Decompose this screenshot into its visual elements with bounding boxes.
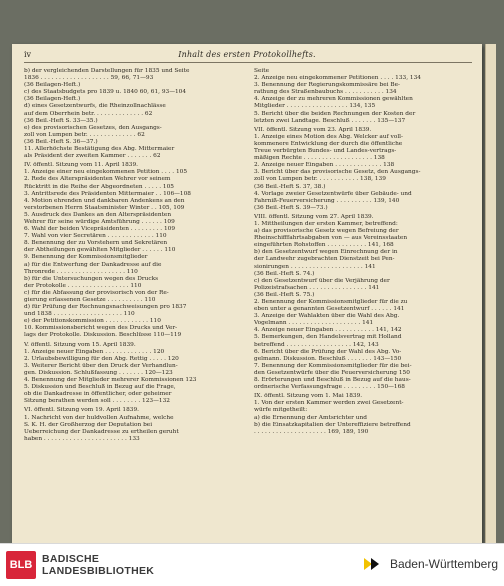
- toc-line: a) das provisorische Gesetz wegen Befreiung der: [254, 228, 399, 235]
- toc-line: gelmann. Diskussion. Beschluß . . . . . . . 143—150: [254, 355, 402, 362]
- toc-line: Rheinschifffahrtsabgaben von — aus Vereinsstaaten: [254, 235, 408, 242]
- toc-line: haben . . . . . . . . . . . . . . . . . . . . . . . 133: [24, 435, 140, 442]
- toc-line: 1. Anzeige einer neu eingekommenen Petition . . . . 105: [24, 169, 188, 176]
- toc-line: 4. Anzeige der zu mehreren Kommissionen gewählten: [254, 96, 413, 103]
- toc-line: als Präsident der zweiten Kammer . . . . . . . 62: [24, 153, 161, 160]
- toc-line: d) für Prüfung der Rechnungsnachweisungen pro 1837: [24, 304, 187, 311]
- toc-line: . . . . . . . . . . . . . . . . . . . . 169, 189, 190: [254, 428, 369, 435]
- toc-line: 4. Benennung der Mitglieder mehrerer Kommissionen 123: [24, 377, 197, 384]
- library-name-line1: BADISCHE: [42, 553, 100, 565]
- toc-line: rathung des Straßenbaubuchs . . . . . . . . . . . 134: [254, 89, 397, 96]
- toc-line: eben unter a genannten Gesetzentwurf . . . . . . 141: [254, 306, 405, 313]
- toc-line: d) eines Gesetzentwurfs, die Rheinzollnachlässe: [24, 103, 166, 110]
- toc-line: c) für die Abfassung der provisorisch von der Re-: [24, 289, 169, 296]
- blb-logo[interactable]: BLB: [6, 551, 36, 579]
- toc-line: Wehrer für seine würdige Amtsführung . . . . . . 109: [24, 218, 175, 225]
- toc-line: Vogelmann . . . . . . . . . . . . . . . . . . . . 141: [254, 320, 374, 327]
- toc-line: zoll von Lumpen betr. . . . . . . . . . . . . . 62: [24, 131, 145, 138]
- toc-line: Thronrede . . . . . . . . . . . . . . . . . . . 110: [24, 268, 138, 275]
- toc-line: b) die Einsatzkapitalien der Untereffiziere betreffend: [254, 421, 411, 428]
- library-name: [42, 553, 154, 577]
- left-column: [24, 68, 242, 536]
- toc-line: Polizeistrafsachen . . . . . . . . . . . . . . . . 141: [254, 284, 380, 291]
- toc-line: 4. Motion ehrenden und dankbaren Andenkens an den: [24, 197, 185, 204]
- toc-line: der Protokolle . . . . . . . . . . . . . . . . . 110: [24, 282, 142, 289]
- toc-line: lags der Protokolle. Diskussion. Beschlüsse 110—119: [24, 332, 182, 339]
- toc-line: ordnerische Verfassungsfrage . . . . . . . . . 150—168: [254, 384, 405, 391]
- toc-line: Treue verbürgten Bundes- und Landes-vertrags-: [254, 148, 397, 155]
- toc-line: eingeführten Rohstoffen . . . . . . . . . . . 141, 168: [254, 242, 394, 249]
- toc-line: S. K. H. der Großherzog der Deputation bei: [24, 421, 153, 428]
- toc-line: (36 Beil.-Heft S. 75.): [254, 291, 315, 298]
- toc-line: 5. Bemerkungen, den Handelsvertrag mit Holland: [254, 334, 402, 341]
- bw-logo-text: Baden-Württemberg: [389, 557, 498, 571]
- toc-line: 1. Von der ersten Kammer werden zwei Gesetzent-: [254, 400, 404, 407]
- toc-line: ob die Dankadresse in öffentlicher, oder geheimer: [24, 391, 172, 398]
- toc-line: 2. Urlaubsbewilligung für den Abg. Rettig . . . . . 120: [24, 355, 179, 362]
- section-heading: VI. öffentl. Sitzung vom 19. April 1839.: [24, 407, 140, 414]
- toc-line: 3. Bericht über das provisorische Gesetz, den Ausgangs-: [254, 169, 421, 176]
- toc-line: a) die Ernennung der Amtsrichter und: [254, 414, 367, 421]
- right-column: [254, 68, 472, 536]
- toc-line: 3. Anzeige der Wahlakten über die Wahl des Abg.: [254, 313, 400, 320]
- toc-line: b) für die Untersuchungen wegen des Drucks: [24, 275, 159, 282]
- toc-line: 1. Nachricht von der huldvollen Aufnahme, welche: [24, 414, 174, 421]
- toc-line: zoll von Lumpen betr. . . . . . . . . . . . 138, 139: [254, 176, 386, 183]
- toc-line: 10. Kommissionsbericht wegen des Drucks und Ver-: [24, 325, 178, 332]
- footer-bar: [0, 543, 504, 586]
- toc-line: gierung erlassenen Gesetze . . . . . . . . . . 110: [24, 297, 156, 303]
- toc-line: 2. Anzeige neu eingekommener Petitionen . . . . 133, 134: [254, 75, 421, 82]
- toc-line: 2. Rede des Alterspräsidenten Wehrer vor seinem: [24, 176, 171, 183]
- toc-line: 2. Benennung der Kommissionsmitglieder für die zu: [254, 299, 408, 305]
- toc-line: 4. Vorlage zweier Gesetzentwürfe über Gebäude- und: [254, 190, 412, 197]
- toc-line: (36 Beil.-Heft S. 74.): [254, 270, 315, 277]
- toc-line: b) der vergleichenden Darstellungen für 1835 und Seite: [24, 68, 190, 74]
- toc-line: 5. Ausdruck des Dankes an den Alterspräsidenten: [24, 211, 172, 218]
- toc-line: 5. Bericht über die beiden Rechnungen der Kosten der: [254, 110, 416, 117]
- toc-line: würfe mitgetheilt:: [254, 407, 308, 414]
- toc-line: (36 Beilagen-Heft.): [24, 82, 81, 89]
- section-heading: V. öffentl. Sitzung vom 15. April 1839.: [24, 341, 136, 348]
- toc-line: Ueberreichung der Dankadresse zu ertheilen geruht: [24, 428, 179, 435]
- toc-line: gen. Diskussion. Schlußfassung . . . . . . . 120—123: [24, 369, 173, 376]
- toc-line: 6. Bericht über die Prüfung der Wahl des Abg. Vo-: [254, 348, 402, 355]
- section-heading: VII. öffentl. Sitzung vom 23. April 1839.: [254, 126, 372, 133]
- toc-line: Rücktritt in die Reihe der Abgeordneten . . . . . 105: [24, 183, 174, 190]
- toc-line: e) der Petitionskommission . . . . . . . . . . . . 110: [24, 318, 161, 325]
- toc-line: c) des Staatsbudgets pro 1839 u. 1840 60, 61, 93—104: [24, 89, 187, 96]
- toc-line: auf dem Oberrhein betr. . . . . . . . . . . . . . 62: [24, 110, 153, 117]
- page-edge: [485, 44, 496, 544]
- toc-line: 7. Benennung der Kommissionsmitglieder für die bei-: [254, 362, 412, 369]
- page-number: iv: [24, 50, 32, 59]
- toc-line: c) den Gesetzentwurf über die Verjährung der: [254, 277, 390, 284]
- toc-line: Mitglieder . . . . . . . . . . . . . . . . . 134, 135: [254, 103, 376, 110]
- toc-line: 9. Benennung der Kommissionsmitglieder: [24, 254, 148, 261]
- toc-line: letzten zwei Landtage. Beschluß . . . . . . . 135—137: [254, 117, 406, 124]
- toc-line: 2. Anzeige neuer Eingaben . . . . . . . . . . . . . 138: [254, 162, 395, 169]
- toc-line: 5. Diskussion und Beschluß in Bezug auf die Frage,: [24, 384, 176, 391]
- toc-line: sionirungen . . . . . . . . . . . . . . . . . . . . 141: [254, 263, 376, 270]
- toc-line: (36 Beilagen-Heft.): [24, 96, 81, 103]
- toc-line: (36 Beil.-Heft S. 39—73.): [254, 204, 328, 211]
- bw-arrows-icon: [364, 556, 386, 572]
- toc-line: a) für die Entwerfung der Dankadresse auf die: [24, 261, 162, 268]
- toc-line: der Abtheilungen gewählten Mitglieder . . . . . . 110: [24, 247, 176, 254]
- library-name-line2: LANDESBIBLIOTHEK: [42, 565, 155, 577]
- toc-line: 11. Allerhöchste Bestätigung des Abg. Mittermaier: [24, 146, 175, 153]
- toc-line: 4. Anzeige neuer Eingaben . . . . . . . . . . . 141, 142: [254, 327, 402, 334]
- toc-line: 3. Antrittsrede des Präsidenten Mittermaier . . 106—108: [24, 190, 191, 197]
- section-heading: IV. öffentl. Sitzung vom 11. April 1839.: [24, 162, 138, 169]
- running-title: Inhalt des ersten Protokollhefts.: [178, 50, 316, 59]
- toc-line: 6. Wahl der beiden Vicepräsidenten . . . . . . . . . 109: [24, 226, 176, 233]
- scanned-page: [12, 44, 482, 544]
- header-rule: [24, 62, 472, 63]
- section-heading: IX. öffentl. Sitzung vom 1. Mai 1839.: [254, 393, 363, 400]
- toc-line: 3. Weiterer Bericht über den Druck der Verhandlun-: [24, 362, 178, 369]
- toc-line: 8. Benennung der zu Vorstehern und Sekretären: [24, 240, 168, 247]
- toc-line: b) den Gesetzentwurf wegen Einrechnung der in: [254, 249, 398, 256]
- toc-line: e) des provisorischen Gesetzes, den Ausgangs-: [24, 124, 162, 131]
- toc-line: den Gesetzentwürfe über die Feuerversicherung 150: [254, 369, 410, 376]
- toc-line: (36 Beil.-Heft S. 33—35.): [24, 117, 98, 124]
- toc-line: (36 Beil.-Heft S. 36—37.): [24, 138, 98, 145]
- toc-line: 1. Anzeige neuer Eingaben . . . . . . . . . . . . . 120: [24, 348, 165, 355]
- toc-line: verstorbenen Herrn Staatsminister Winter . . 105, 109: [24, 204, 185, 211]
- toc-line: 1. Mittheilungen der ersten Kammer, betreffend:: [254, 220, 398, 227]
- toc-line: mäßigen Rechte . . . . . . . . . . . . . . . . . . . 138: [254, 155, 385, 162]
- toc-line: und 1838 . . . . . . . . . . . . . . . . . . . 110: [24, 311, 135, 318]
- toc-line: Sitzung berathen werden soll . . . . . . . . 123—132: [24, 398, 170, 405]
- section-heading: VIII. öffentl. Sitzung vom 27. April 1839.: [254, 213, 374, 220]
- baden-wuerttemberg-logo[interactable]: [364, 556, 498, 572]
- toc-line: 3. Benennung der Regierungskommissäre bei Be-: [254, 82, 400, 89]
- toc-line: Seite: [254, 68, 270, 74]
- toc-line: 7. Wahl von vier Secretären . . . . . . . . . . . . . 110: [24, 233, 167, 240]
- toc-line: kommenere Entwicklung der durch die öffentliche: [254, 140, 403, 147]
- toc-line: 8. Erörterungen und Beschluß in Bezug auf die haus-: [254, 377, 411, 384]
- toc-line: Fahrniß-Feuerversicherung . . . . . . . . . . 139, 140: [254, 197, 400, 204]
- toc-line: der Landwehr zugebrachten Dienstzeit bei Pen-: [254, 256, 395, 263]
- toc-line: (36 Beil.-Heft S. 37, 38.): [254, 183, 326, 190]
- toc-line: 1. Anzeige eines Motion des Abg. Welcker auf voll-: [254, 133, 403, 140]
- toc-line: 1836 . . . . . . . . . . . . . . . . . . . 59, 66, 71—93: [24, 75, 154, 82]
- toc-line: betreffend . . . . . . . . . . . . . . . . . . 142, 143: [254, 341, 379, 348]
